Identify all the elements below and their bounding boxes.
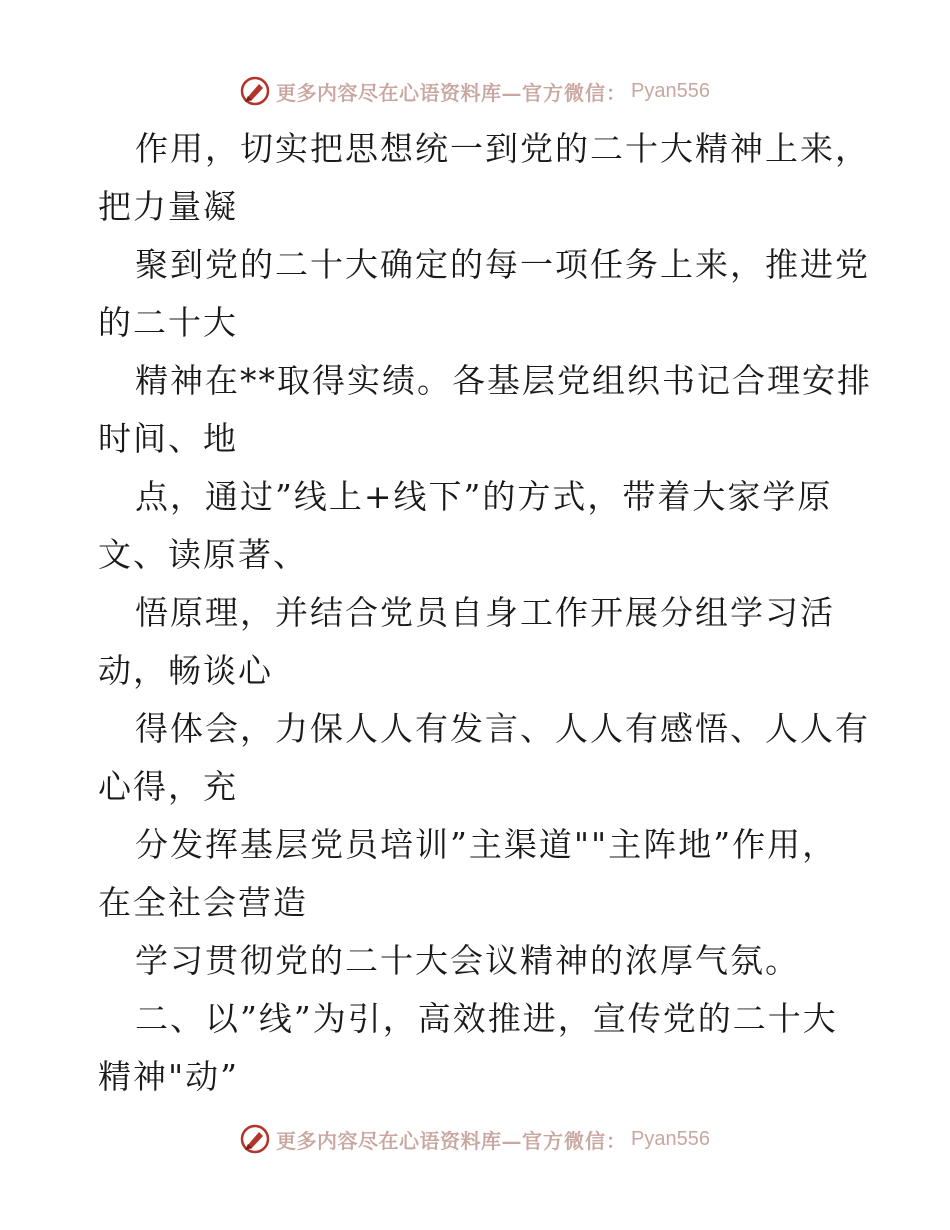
header-slogan: 更多内容尽在心语资料库— xyxy=(276,80,523,105)
paragraph-line: 时间、地 xyxy=(98,419,238,458)
pen-logo-icon xyxy=(240,76,270,106)
paragraph-line: 的二十大 xyxy=(98,303,238,342)
header-banner xyxy=(0,71,950,111)
paragraph-line: 作用，切实把思想统一到党的二十大精神上来， xyxy=(135,129,870,168)
paragraph-line: 动，畅谈心 xyxy=(98,651,273,690)
body-text xyxy=(98,120,872,1106)
paragraph-line: 二、以”线”为引，高效推进，宣传党的二十大 xyxy=(135,999,838,1038)
paragraph-line: 精神在**取得实绩。各基层党组织书记合理安排 xyxy=(135,361,872,400)
header-wechat-id: Pyan556 xyxy=(631,79,710,102)
pen-logo-icon xyxy=(240,1124,270,1154)
footer-slogan: 更多内容尽在心语资料库— xyxy=(276,1128,523,1153)
paragraph-line: 文、读原著、 xyxy=(98,535,308,574)
paragraph-line: 精神"动” xyxy=(98,1057,240,1096)
footer-banner xyxy=(0,1119,950,1159)
footer-wechat-id: Pyan556 xyxy=(631,1127,710,1150)
footer-wechat-label: 官方微信： xyxy=(522,1128,628,1153)
paragraph-line: 把力量凝 xyxy=(98,187,238,226)
paragraph-line: 悟原理，并结合党员自身工作开展分组学习活 xyxy=(135,593,835,632)
paragraph-line: 分发挥基层党员培训”主渠道""主阵地”作用， xyxy=(135,825,838,864)
paragraph-line: 聚到党的二十大确定的每一项任务上来，推进党 xyxy=(135,245,870,284)
header-wechat-label: 官方微信： xyxy=(522,80,628,105)
paragraph-line: 得体会，力保人人有发言、人人有感悟、人人有 xyxy=(135,709,870,748)
paragraph-line: 学习贯彻党的二十大会议精神的浓厚气氛。 xyxy=(135,941,800,980)
paragraph-line: 在全社会营造 xyxy=(98,883,308,922)
paragraph-line: 心得，充 xyxy=(98,767,238,806)
paragraph-line: 点，通过”线上+线下”的方式，带着大家学原 xyxy=(135,477,833,516)
